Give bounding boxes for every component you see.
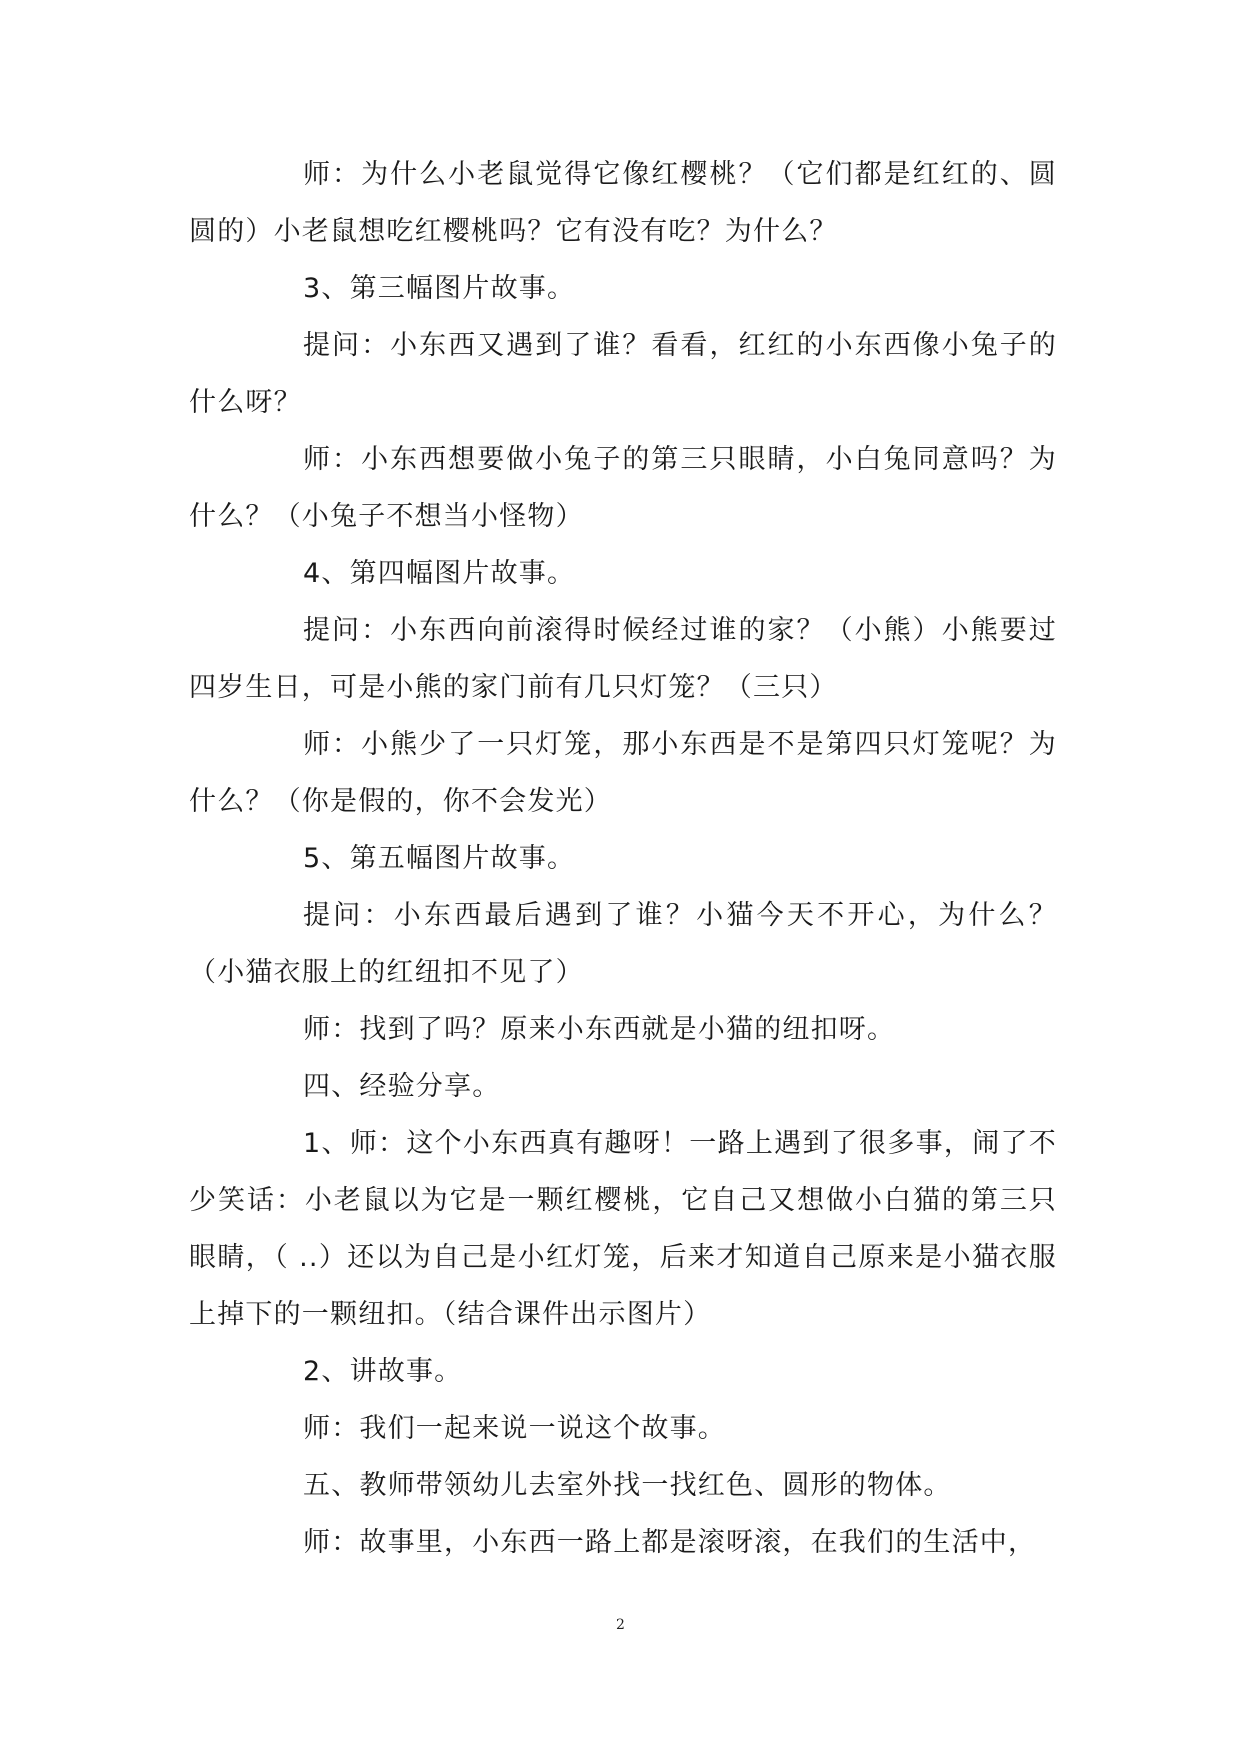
paragraph-fourth-picture-heading: 4、第四幅图片故事。 bbox=[303, 558, 576, 589]
paragraph-section-five-heading: 五、教师带领幼儿去室外找一找红色、圆形的物体。 bbox=[303, 1470, 952, 1501]
paragraph-teacher-tell-story: 师：我们一起来说一说这个故事。 bbox=[303, 1413, 726, 1444]
paragraph-tell-story-heading: 2、讲故事。 bbox=[303, 1356, 463, 1387]
page-number: 2 bbox=[616, 1617, 625, 1633]
paragraph-question-rabbit: 提问：小东西又遇到了谁？看看，红红的小东西像小兔子的什么呀？ bbox=[189, 330, 1057, 418]
paragraph-teacher-question-mouse: 师：为什么小老鼠觉得它像红樱桃？（它们都是红红的、圆圆的）小老鼠想吃红樱桃吗？它有没有吃？为什么？ bbox=[189, 159, 1057, 247]
document-body bbox=[189, 146, 1057, 1571]
paragraph-experience-summary: 1、师：这个小东西真有趣呀！一路上遇到了很多事，闹了不少笑话：小老鼠以为它是一颗红樱桃，它自己又想做小白猫的第三只眼睛，（ ..）还以为自己是小红灯笼，后来才知道自己原来是小猫衣服上掉下的一颗纽扣。（结合课件出示图片） bbox=[189, 1128, 1057, 1330]
paragraph-question-bear: 提问：小东西向前滚得时候经过谁的家？（小熊）小熊要过四岁生日，可是小熊的家门前有几只灯笼？（三只） bbox=[189, 615, 1057, 703]
paragraph-teacher-button-found: 师：找到了吗？原来小东西就是小猫的纽扣呀。 bbox=[303, 1014, 896, 1045]
paragraph-section-four-heading: 四、经验分享。 bbox=[303, 1071, 501, 1102]
paragraph-fifth-picture-heading: 5、第五幅图片故事。 bbox=[303, 843, 576, 874]
paragraph-teacher-rolling: 师：故事里，小东西一路上都是滚呀滚，在我们的生活中， bbox=[303, 1527, 1037, 1558]
paragraph-teacher-lantern: 师：小熊少了一只灯笼，那小东西是不是第四只灯笼呢？为什么？（你是假的，你不会发光） bbox=[189, 729, 1057, 817]
paragraph-third-picture-heading: 3、第三幅图片故事。 bbox=[303, 273, 576, 304]
paragraph-teacher-third-eye: 师：小东西想要做小兔子的第三只眼睛，小白兔同意吗？为什么？（小兔子不想当小怪物） bbox=[189, 444, 1057, 532]
paragraph-question-cat: 提问：小东西最后遇到了谁？小猫今天不开心，为什么？（小猫衣服上的红纽扣不见了） bbox=[189, 900, 1057, 988]
